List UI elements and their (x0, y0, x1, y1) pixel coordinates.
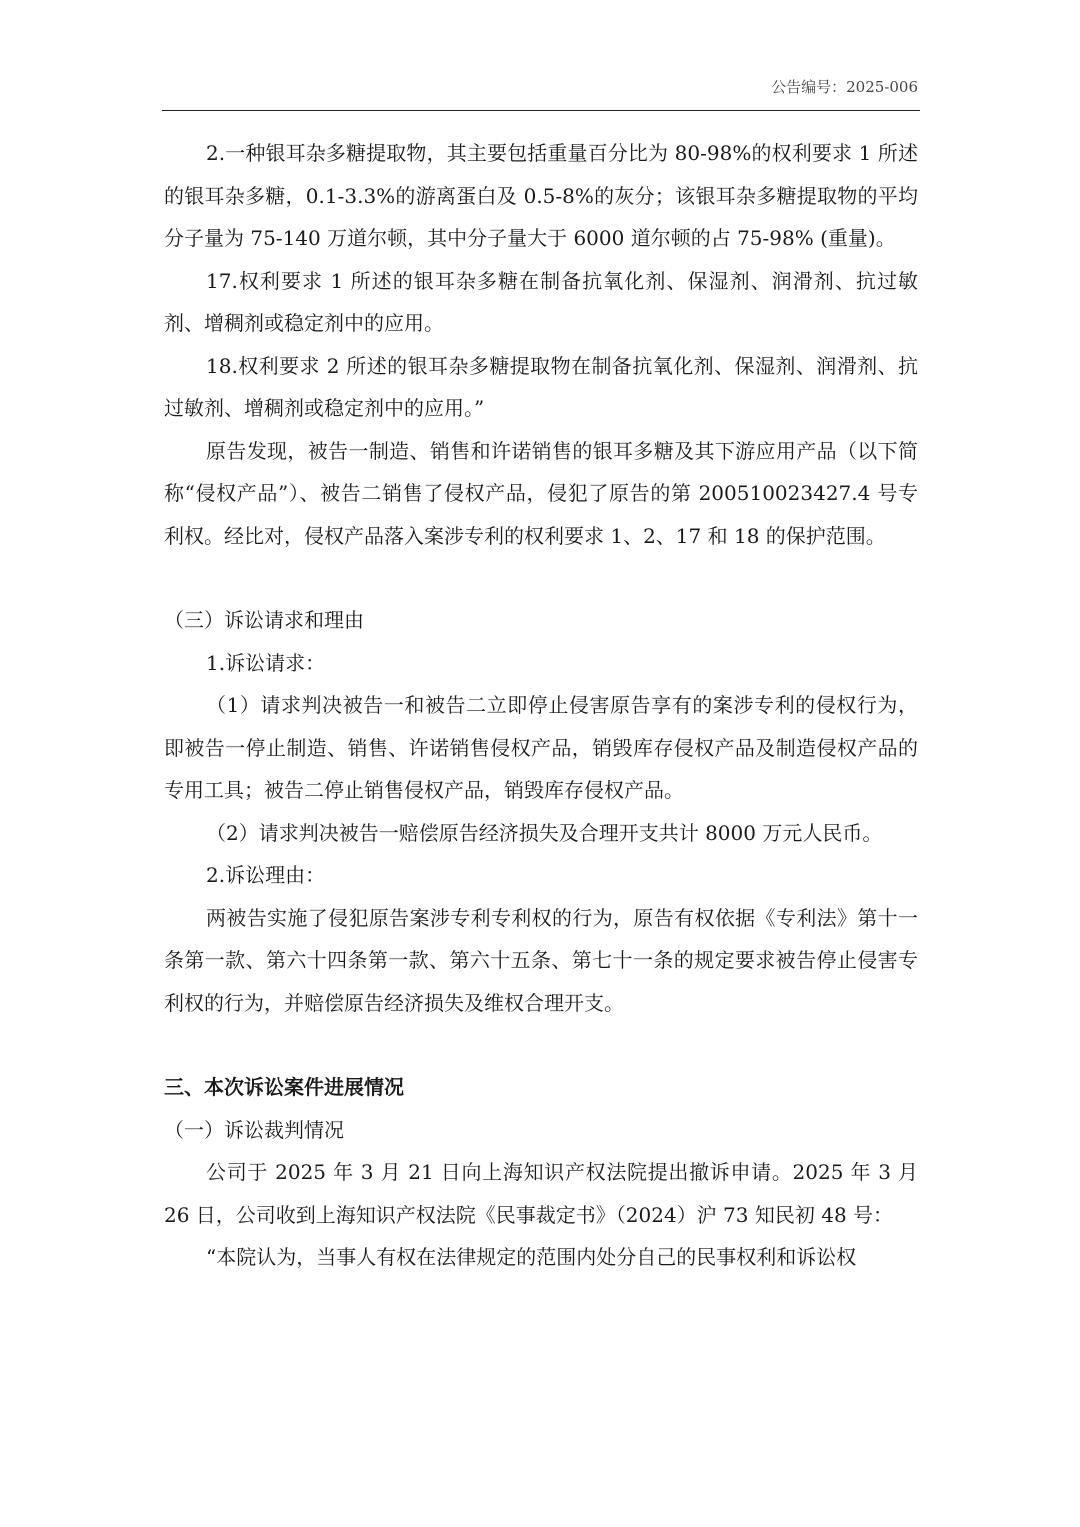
announcement-number: 公告编号：2025-006 (771, 78, 918, 96)
withdrawal-paragraph: 公司于 2025 年 3 月 21 日向上海知识产权法院提出撤诉申请。2025 年 3 月 26 日，公司收到上海知识产权法院《民事裁定书》（2024）沪 73 知民初 48 号： (164, 1160, 918, 1227)
litigation-claims-section-heading: （三）诉讼请求和理由 (164, 608, 364, 632)
header-divider (162, 110, 920, 111)
litigation-requests-heading: 1.诉讼请求： (206, 650, 326, 675)
claim-18-paragraph: 18.权利要求 2 所述的银耳杂多糖提取物在制备抗氧化剂、保湿剂、润滑剂、抗过敏剂、增稠剂或稳定剂中的应用。” (164, 353, 918, 420)
litigation-reasons-paragraph: 两被告实施了侵犯原告案涉专利专利权的行为，原告有权依据《专利法》第十一条第一款、第六十四条第一款、第六十五条、第七十一条的规定要求被告停止侵害专利权的行为，并赔偿原告经济损失及维权合理开支。 (164, 905, 918, 1015)
claim-17-paragraph: 17.权利要求 1 所述的银耳杂多糖在制备抗氧化剂、保湿剂、润滑剂、抗过敏剂、增稠剂或稳定剂中的应用。 (164, 268, 918, 335)
document-body (164, 132, 918, 1279)
court-quote-paragraph: “本院认为，当事人有权在法律规定的范围内处分自己的民事权利和诉讼权 (206, 1245, 857, 1269)
ruling-subheading: （一）诉讼裁判情况 (164, 1117, 344, 1142)
case-progress-heading: 三、本次诉讼案件进展情况 (164, 1075, 404, 1099)
litigation-reasons-heading: 2.诉讼理由： (206, 863, 326, 887)
claim-2-paragraph: 2.一种银耳杂多糖提取物，其主要包括重量百分比为 80-98%的权利要求 1 所述的银耳杂多糖，0.1-3.3%的游离蛋白及 0.5-8%的灰分；该银耳杂多糖提取物的平均分子量为 75-140 万道尔顿，其中分子量大于 6000 道尔顿的占 75-98% (重量)。 (164, 141, 918, 250)
request-1-paragraph: （1）请求判决被告一和被告二立即停止侵害原告享有的案涉专利的侵权行为，即被告一停止制造、销售、许诺销售侵权产品，销毁库存侵权产品及制造侵权产品的专用工具；被告二停止销售侵权产品，销毁库存侵权产品。 (164, 693, 918, 802)
request-2-paragraph: （2）请求判决被告一赔偿原告经济损失及合理开支共计 8000 万元人民币。 (206, 820, 883, 845)
infringement-discovery-paragraph: 原告发现，被告一制造、销售和许诺销售的银耳多糖及其下游应用产品（以下简称“侵权产品”）、被告二销售了侵权产品，侵犯了原告的第 200510023427.4 号专利权。经比对，侵权产品落入案涉专利的权利要求 1、2、17 和 18 的保护范围。 (164, 438, 918, 548)
